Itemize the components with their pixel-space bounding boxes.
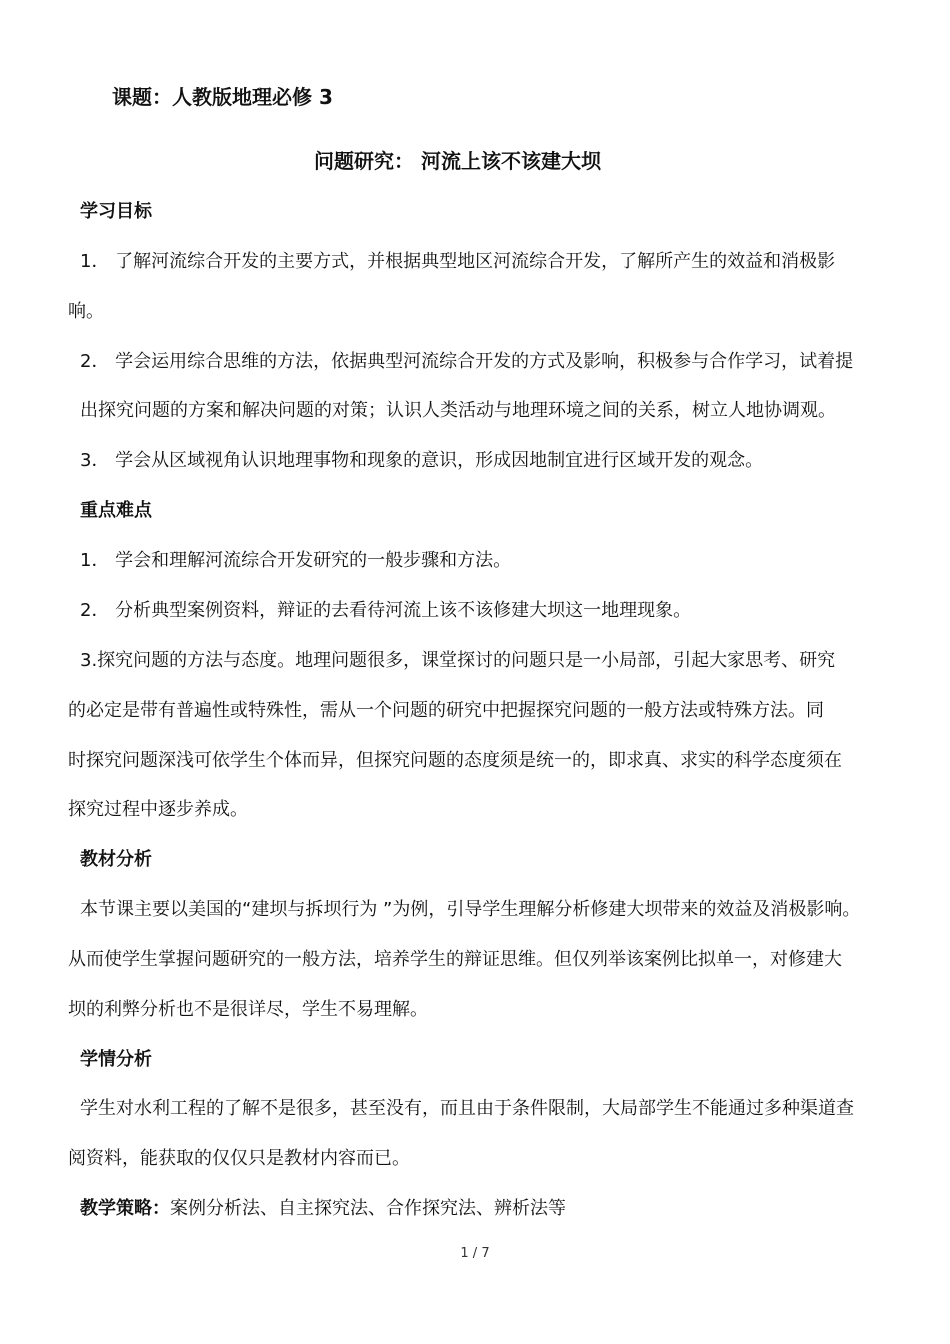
key-points-heading: 重点难点: [80, 500, 152, 521]
objectives-line: 1． 了解河流综合开发的主要方式，并根据典型地区河流综合开发，了解所产生的效益和消极影: [80, 251, 836, 272]
objectives-line: 出探究问题的方案和解决问题的对策；认识人类活动与地理环境之间的关系，树立人地协调观。: [80, 400, 836, 421]
objectives-line: 2． 学会运用综合思维的方法，依据典型河流综合开发的方式及影响，积极参与合作学习，试着提: [80, 351, 854, 372]
material-line: 从而使学生掌握问题研究的一般方法，培养学生的辩证思维。但仅列举该案例比拟单一，对修建大: [68, 949, 842, 970]
objectives-line: 3． 学会从区域视角认识地理事物和现象的意识，形成因地制宜进行区域开发的观念。: [80, 450, 764, 471]
students-line: 学生对水利工程的了解不是很多，甚至没有，而且由于条件限制，大局部学生不能通过多种渠道查: [80, 1098, 854, 1119]
key-points-line: 的必定是带有普遍性或特殊性，需从一个问题的研究中把握探究问题的一般方法或特殊方法。同: [68, 700, 824, 721]
objectives-line: 响。: [68, 301, 104, 322]
topic-title: 问题研究： 河流上该不该建大坝: [314, 149, 601, 173]
page-number: 1 / 7: [460, 1246, 490, 1261]
key-points-line: 1． 学会和理解河流综合开发研究的一般步骤和方法。: [80, 550, 512, 571]
key-points-line: 3.探究问题的方法与态度。地理问题很多，课堂探讨的问题只是一小局部，引起大家思考、研究: [80, 650, 836, 671]
objectives-heading: 学习目标: [80, 201, 152, 222]
strategy-text: 案例分析法、自主探究法、合作探究法、辨析法等: [170, 1198, 566, 1219]
key-points-line: 2． 分析典型案例资料，辩证的去看待河流上该不该修建大坝这一地理现象。: [80, 600, 692, 621]
strategy-row: [80, 1197, 566, 1221]
students-heading: 学情分析: [80, 1049, 152, 1070]
strategy-label: 教学策略：: [80, 1198, 170, 1219]
course-title: 课题：人教版地理必修 3: [112, 85, 333, 109]
students-line: 阅资料，能获取的仅仅只是教材内容而已。: [68, 1148, 410, 1169]
key-points-line: 探究过程中逐步养成。: [68, 799, 248, 820]
material-line: 本节课主要以美国的“建坝与拆坝行为 ”为例，引导学生理解分析修建大坝带来的效益及消极影响。: [80, 899, 861, 920]
material-line: 坝的利弊分析也不是很详尽，学生不易理解。: [68, 999, 428, 1020]
material-heading: 教材分析: [80, 849, 152, 870]
key-points-line: 时探究问题深浅可依学生个体而异，但探究问题的态度须是统一的，即求真、求实的科学态度须在: [68, 750, 842, 771]
